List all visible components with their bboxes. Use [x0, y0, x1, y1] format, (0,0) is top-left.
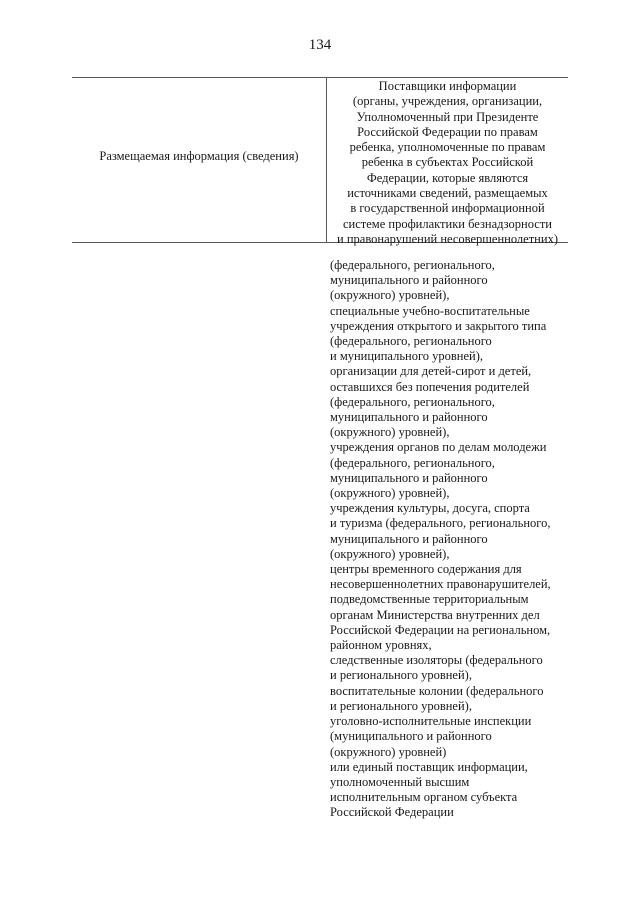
body-text-line: исполнительным органом субъекта: [330, 790, 518, 805]
body-text-line: (окружного) уровней),: [330, 425, 450, 440]
body-text-line: центры временного содержания для: [330, 562, 522, 577]
body-text-line: (окружного) уровней),: [330, 288, 450, 303]
body-text-line: и регионального уровней),: [330, 668, 472, 683]
body-text-line: муниципального и районного: [330, 531, 488, 546]
body-text-line: Российской Федерации: [330, 805, 454, 820]
body-text-line: и муниципального уровней),: [330, 349, 484, 364]
header-right-line: Поставщики информации: [378, 79, 517, 93]
body-text-line: специальные учебно-воспитательные: [330, 303, 530, 318]
body-text-line: учреждения открытого и закрытого типа: [330, 318, 547, 333]
body-text-line: и регионального уровней),: [330, 698, 472, 713]
body-text-line: организации для детей-сирот и детей,: [330, 364, 532, 379]
body-text-line: учреждения органов по делам молодежи: [330, 440, 547, 455]
body-text-line: (окружного) уровней): [330, 744, 447, 759]
header-left-cell: Размещаемая информация (сведения): [99, 149, 299, 163]
body-text-line: органам Министерства внутренних дел: [330, 607, 540, 622]
body-text-line: (муниципального и районного: [330, 729, 492, 744]
table-top-rule: [72, 77, 568, 78]
body-text-line: подведомственные территориальным: [330, 592, 529, 607]
body-text-line: оставшихся без попечения родителей: [330, 379, 530, 394]
header-right-line: (органы, учреждения, организации,: [352, 94, 543, 109]
body-text-line: уголовно-исполнительные инспекции: [330, 714, 532, 729]
body-text-line: муниципального и районного: [330, 410, 488, 425]
header-right-cell: [327, 79, 568, 247]
header-right-line: в государственной информационной: [350, 201, 545, 216]
header-right-line: Уполномоченный при Президенте: [356, 109, 539, 124]
body-text-line: учреждения культуры, досуга, спорта: [330, 501, 530, 516]
body-text-line: следственные изоляторы (федерального: [330, 653, 543, 668]
body-text-line: воспитательные колонии (федерального: [330, 683, 544, 698]
header-right-line: источниками сведений, размещаемых: [347, 186, 548, 201]
body-text-line: (окружного) уровней),: [330, 486, 450, 501]
body-text-line: муниципального и районного: [330, 273, 488, 288]
header-right-line: ребенка, уполномоченные по правам: [349, 140, 546, 155]
header-right-line: системе профилактики безнадзорности: [343, 216, 552, 231]
header-right-line: Федерации, которые являются: [366, 170, 529, 185]
body-text-line: муниципального и районного: [330, 470, 488, 485]
body-right-cell: [330, 258, 568, 821]
header-right-line: и правонарушений несовершеннолетних): [337, 231, 558, 246]
body-text-line: уполномоченный высшим: [330, 774, 470, 789]
body-text-line: (федерального, регионального,: [330, 258, 495, 272]
body-text-line: (федерального, регионального,: [330, 455, 495, 470]
body-text-line: и туризма (федерального, регионального,: [330, 516, 551, 531]
body-text-line: (федерального, регионального,: [330, 394, 495, 409]
body-text-line: Российской Федерации на региональном,: [330, 622, 551, 637]
body-text-line: (окружного) уровней),: [330, 546, 450, 561]
page-number: 134: [308, 37, 332, 53]
body-text-line: (федерального, регионального: [330, 334, 492, 349]
header-right-line: Российской Федерации по правам: [357, 124, 538, 139]
body-text-line: или единый поставщик информации,: [330, 759, 528, 774]
body-text-line: районном уровнях,: [330, 638, 432, 653]
header-right-line: ребенка в субъектах Российской: [361, 155, 534, 170]
body-text-line: несовершеннолетних правонарушителей,: [330, 577, 551, 592]
